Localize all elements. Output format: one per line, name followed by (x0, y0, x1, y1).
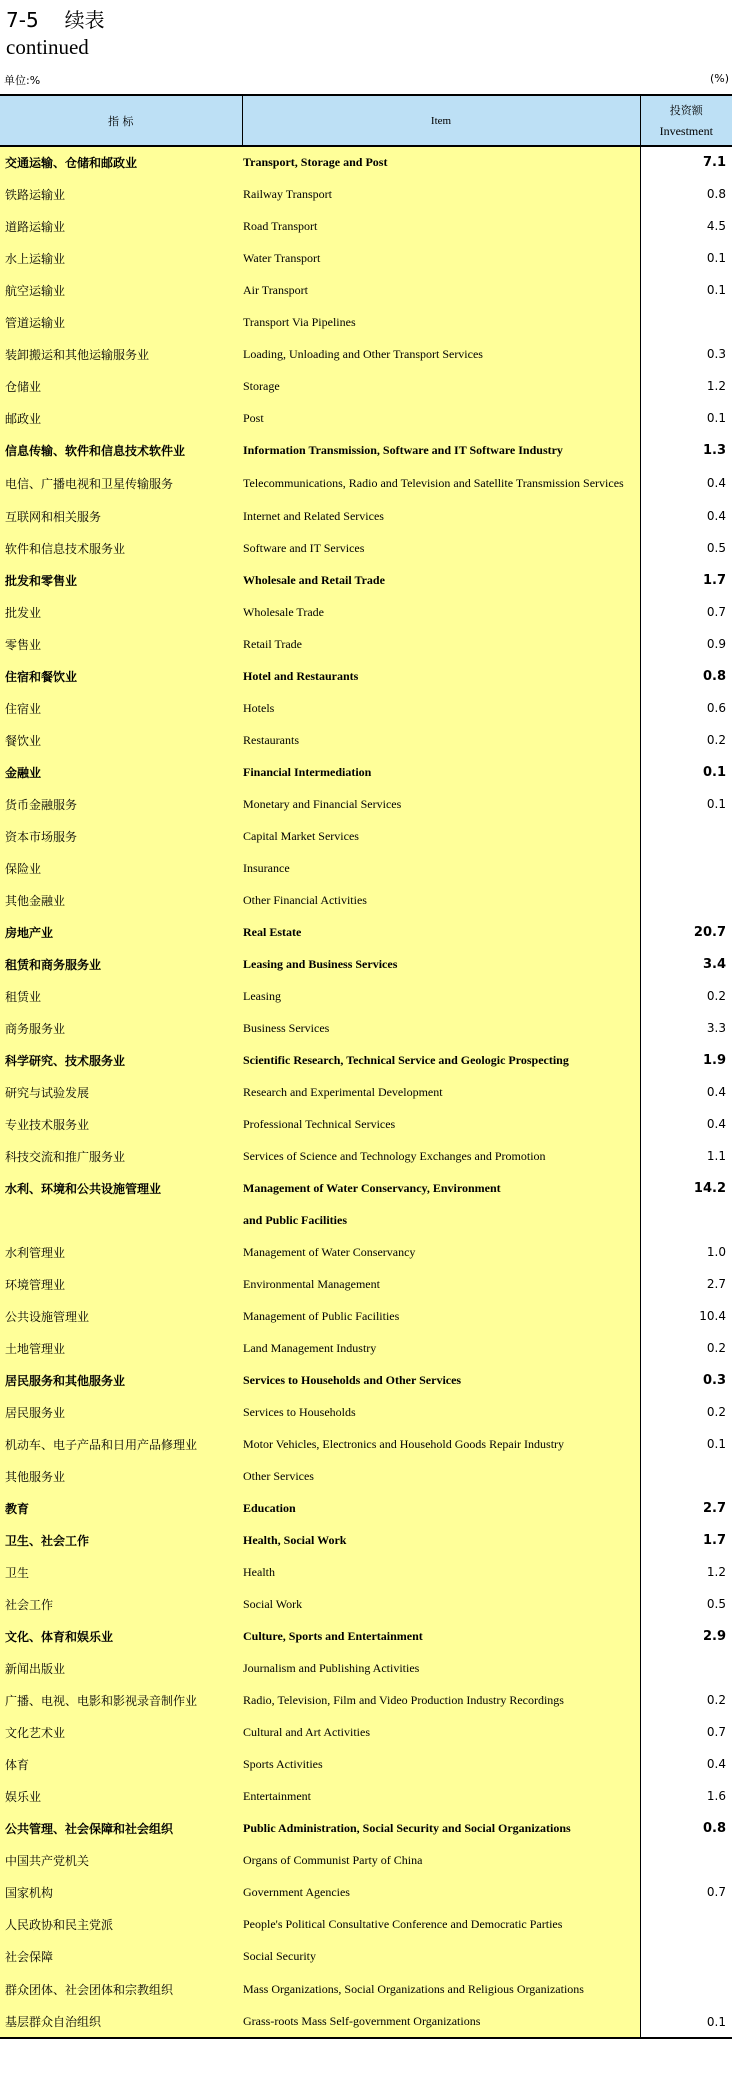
row-indicator-cn: 基层群众自治组织 (0, 2006, 242, 2038)
row-investment-value: 0.1 (640, 2006, 732, 2038)
row-investment-value: 0.1 (640, 788, 732, 820)
row-item-en: Sports Activities (242, 1748, 640, 1780)
row-indicator-cn: 居民服务业 (0, 1396, 242, 1428)
table-row (0, 1428, 732, 1460)
row-investment-value: 0.1 (640, 1428, 732, 1460)
row-item-en: Hotel and Restaurants (242, 660, 640, 692)
row-item-en: Services of Science and Technology Exchanges and Promotion (242, 1140, 640, 1172)
row-indicator-cn: 专业技术服务业 (0, 1108, 242, 1140)
row-investment-value: 2.9 (640, 1620, 732, 1652)
row-investment-value: 1.2 (640, 1556, 732, 1588)
row-item-en: Insurance (242, 852, 640, 884)
row-investment-value: 0.4 (640, 1748, 732, 1780)
row-investment-value: 3.3 (640, 1012, 732, 1044)
header-investment (640, 95, 732, 146)
table-row (0, 756, 732, 788)
row-indicator-cn: 文化、体育和娱乐业 (0, 1620, 242, 1652)
table-row (0, 1236, 732, 1268)
row-indicator-cn: 社会保障 (0, 1940, 242, 1972)
row-item-en: Real Estate (242, 916, 640, 948)
row-indicator-cn: 商务服务业 (0, 1012, 242, 1044)
table-row (0, 178, 732, 210)
row-item-en: Wholesale Trade (242, 596, 640, 628)
row-indicator-cn: 中国共产党机关 (0, 1844, 242, 1876)
row-investment-value (640, 1972, 732, 2006)
row-indicator-cn: 货币金融服务 (0, 788, 242, 820)
table-row (0, 1460, 732, 1492)
row-investment-value: 0.1 (640, 242, 732, 274)
table-row (0, 1396, 732, 1428)
row-investment-value: 0.7 (640, 1876, 732, 1908)
row-item-en: Post (242, 402, 640, 434)
row-item-en: Motor Vehicles, Electronics and Household Goods Repair Industry (242, 1428, 640, 1460)
table-row (0, 370, 732, 402)
row-investment-value (640, 1940, 732, 1972)
row-indicator-cn: 居民服务和其他服务业 (0, 1364, 242, 1396)
row-investment-value: 20.7 (640, 916, 732, 948)
table-row (0, 1140, 732, 1172)
table-row (0, 1588, 732, 1620)
table-row (0, 1268, 732, 1300)
row-item-en: Railway Transport (242, 178, 640, 210)
row-item-en: Road Transport (242, 210, 640, 242)
table-row (0, 1812, 732, 1844)
table-row (0, 434, 732, 466)
table-row (0, 146, 732, 178)
row-item-en: Grass-roots Mass Self-government Organizations (242, 2006, 640, 2038)
row-indicator-cn: 其他服务业 (0, 1460, 242, 1492)
row-investment-value (640, 852, 732, 884)
table-title (6, 4, 105, 33)
table-row (0, 1012, 732, 1044)
row-indicator-cn: 零售业 (0, 628, 242, 660)
row-indicator-cn: 水利管理业 (0, 1236, 242, 1268)
row-item-en: Financial Intermediation (242, 756, 640, 788)
table-row (0, 1204, 732, 1236)
row-item-en: Leasing and Business Services (242, 948, 640, 980)
row-indicator-cn: 其他金融业 (0, 884, 242, 916)
row-investment-value (640, 884, 732, 916)
table-row (0, 788, 732, 820)
row-item-en: Leasing (242, 980, 640, 1012)
row-item-en: Professional Technical Services (242, 1108, 640, 1140)
row-indicator-cn: 研究与试验发展 (0, 1076, 242, 1108)
row-investment-value: 0.3 (640, 338, 732, 370)
row-investment-value: 0.5 (640, 532, 732, 564)
row-investment-value: 0.1 (640, 756, 732, 788)
table-row (0, 724, 732, 756)
table-row (0, 466, 732, 500)
row-indicator-cn: 租赁业 (0, 980, 242, 1012)
row-item-en: Journalism and Publishing Activities (242, 1652, 640, 1684)
table-row (0, 1940, 732, 1972)
table-row (0, 660, 732, 692)
row-item-en: Restaurants (242, 724, 640, 756)
row-indicator-cn: 铁路运输业 (0, 178, 242, 210)
header-investment-cn: 投资额 (669, 103, 703, 117)
row-indicator-cn: 科学研究、技术服务业 (0, 1044, 242, 1076)
row-indicator-cn: 土地管理业 (0, 1332, 242, 1364)
row-investment-value: 10.4 (640, 1300, 732, 1332)
table-row (0, 1972, 732, 2006)
row-investment-value: 1.3 (640, 434, 732, 466)
table-row (0, 948, 732, 980)
row-item-en: Water Transport (242, 242, 640, 274)
row-item-en: Entertainment (242, 1780, 640, 1812)
row-indicator-cn: 环境管理业 (0, 1268, 242, 1300)
row-item-en: Storage (242, 370, 640, 402)
row-indicator-cn: 租赁和商务服务业 (0, 948, 242, 980)
table-row (0, 1172, 732, 1204)
row-investment-value: 2.7 (640, 1492, 732, 1524)
table-row (0, 1652, 732, 1684)
table-row (0, 274, 732, 306)
table-row (0, 1524, 732, 1556)
row-item-en: Environmental Management (242, 1268, 640, 1300)
row-item-en: Management of Public Facilities (242, 1300, 640, 1332)
row-investment-value (640, 1204, 732, 1236)
row-indicator-cn: 住宿和餐饮业 (0, 660, 242, 692)
row-investment-value: 0.4 (640, 1108, 732, 1140)
row-indicator-cn: 人民政协和民主党派 (0, 1908, 242, 1940)
row-indicator-cn: 软件和信息技术服务业 (0, 532, 242, 564)
row-investment-value: 0.9 (640, 628, 732, 660)
row-item-en: Public Administration, Social Security and Social Organizations (242, 1812, 640, 1844)
table-row (0, 884, 732, 916)
row-indicator-cn: 文化艺术业 (0, 1716, 242, 1748)
row-item-en: Education (242, 1492, 640, 1524)
row-item-en: Services to Households (242, 1396, 640, 1428)
table-row (0, 1364, 732, 1396)
row-investment-value: 0.1 (640, 274, 732, 306)
row-indicator-cn: 仓储业 (0, 370, 242, 402)
row-investment-value: 0.8 (640, 660, 732, 692)
row-investment-value: 1.9 (640, 1044, 732, 1076)
table-row (0, 1716, 732, 1748)
table-row (0, 628, 732, 660)
row-item-en: Loading, Unloading and Other Transport Services (242, 338, 640, 370)
table-row (0, 1684, 732, 1716)
row-indicator-cn: 公共设施管理业 (0, 1300, 242, 1332)
table-row (0, 852, 732, 884)
row-item-en: Land Management Industry (242, 1332, 640, 1364)
title-en: continued (6, 35, 89, 59)
row-item-en: Social Security (242, 1940, 640, 1972)
row-item-en: Other Financial Activities (242, 884, 640, 916)
investment-table (0, 94, 732, 2039)
table-row (0, 596, 732, 628)
row-indicator-cn: 国家机构 (0, 1876, 242, 1908)
row-indicator-cn: 教育 (0, 1492, 242, 1524)
row-item-en: Health, Social Work (242, 1524, 640, 1556)
row-item-en: Transport, Storage and Post (242, 146, 640, 178)
row-indicator-cn: 餐饮业 (0, 724, 242, 756)
row-indicator-cn: 科技交流和推广服务业 (0, 1140, 242, 1172)
row-indicator-cn: 卫生 (0, 1556, 242, 1588)
row-investment-value: 0.5 (640, 1588, 732, 1620)
row-item-en: Hotels (242, 692, 640, 724)
row-item-en: Culture, Sports and Entertainment (242, 1620, 640, 1652)
row-item-en: Transport Via Pipelines (242, 306, 640, 338)
row-item-en: Social Work (242, 1588, 640, 1620)
table-row (0, 1844, 732, 1876)
table-row (0, 980, 732, 1012)
row-indicator-cn: 装卸搬运和其他运输服务业 (0, 338, 242, 370)
table-row (0, 1908, 732, 1940)
row-indicator-cn: 航空运输业 (0, 274, 242, 306)
row-investment-value: 0.2 (640, 1684, 732, 1716)
row-investment-value (640, 820, 732, 852)
row-investment-value: 0.8 (640, 1812, 732, 1844)
row-item-en: and Public Facilities (242, 1204, 640, 1236)
row-investment-value: 0.6 (640, 692, 732, 724)
title-cn: 续表 (64, 8, 105, 32)
row-item-en: Cultural and Art Activities (242, 1716, 640, 1748)
row-item-en: Services to Households and Other Services (242, 1364, 640, 1396)
row-indicator-cn: 体育 (0, 1748, 242, 1780)
row-indicator-cn: 邮政业 (0, 402, 242, 434)
row-indicator-cn: 房地产业 (0, 916, 242, 948)
header-indicator: 指 标 (0, 95, 242, 146)
row-investment-value: 4.5 (640, 210, 732, 242)
table-row (0, 2006, 732, 2038)
row-item-en: Other Services (242, 1460, 640, 1492)
row-item-en: Business Services (242, 1012, 640, 1044)
row-item-en: Health (242, 1556, 640, 1588)
row-indicator-cn: 电信、广播电视和卫星传输服务 (0, 466, 242, 500)
row-investment-value (640, 306, 732, 338)
row-investment-value: 0.7 (640, 1716, 732, 1748)
row-investment-value (640, 1908, 732, 1940)
row-investment-value (640, 1844, 732, 1876)
table-row (0, 242, 732, 274)
header-investment-en: Investment (659, 123, 713, 138)
row-investment-value: 0.3 (640, 1364, 732, 1396)
table-row (0, 1556, 732, 1588)
table-row (0, 916, 732, 948)
row-indicator-cn: 新闻出版业 (0, 1652, 242, 1684)
table-row (0, 1876, 732, 1908)
unit-label: 单位:% (4, 74, 41, 87)
table-row (0, 820, 732, 852)
row-investment-value: 1.2 (640, 370, 732, 402)
row-indicator-cn: 水利、环境和公共设施管理业 (0, 1172, 242, 1204)
row-indicator-cn: 机动车、电子产品和日用产品修理业 (0, 1428, 242, 1460)
table-header-row (0, 95, 732, 146)
row-item-en: Retail Trade (242, 628, 640, 660)
row-indicator-cn: 公共管理、社会保障和社会组织 (0, 1812, 242, 1844)
table-row (0, 500, 732, 532)
table-row (0, 1044, 732, 1076)
unit-right: (%) (709, 72, 729, 85)
row-indicator-cn: 信息传输、软件和信息技术软件业 (0, 434, 242, 466)
row-indicator-cn: 社会工作 (0, 1588, 242, 1620)
row-investment-value: 0.4 (640, 466, 732, 500)
table-row (0, 692, 732, 724)
header-item: Item (242, 95, 640, 146)
row-investment-value: 0.8 (640, 178, 732, 210)
row-indicator-cn: 卫生、社会工作 (0, 1524, 242, 1556)
row-investment-value (640, 1460, 732, 1492)
row-investment-value: 1.6 (640, 1780, 732, 1812)
row-investment-value: 1.1 (640, 1140, 732, 1172)
row-item-en: Monetary and Financial Services (242, 788, 640, 820)
row-investment-value: 0.2 (640, 1396, 732, 1428)
table-row (0, 306, 732, 338)
row-item-en: Information Transmission, Software and IT Software Industry (242, 434, 640, 466)
row-indicator-cn: 广播、电视、电影和影视录音制作业 (0, 1684, 242, 1716)
row-indicator-cn: 互联网和相关服务 (0, 500, 242, 532)
row-investment-value: 0.7 (640, 596, 732, 628)
table-row (0, 532, 732, 564)
row-item-en: Management of Water Conservancy, Environment (242, 1172, 640, 1204)
row-investment-value: 1.0 (640, 1236, 732, 1268)
table-row (0, 564, 732, 596)
row-indicator-cn: 道路运输业 (0, 210, 242, 242)
row-item-en: Organs of Communist Party of China (242, 1844, 640, 1876)
table-row (0, 1332, 732, 1364)
row-item-en: Government Agencies (242, 1876, 640, 1908)
row-investment-value: 0.4 (640, 1076, 732, 1108)
row-indicator-cn: 保险业 (0, 852, 242, 884)
row-investment-value: 14.2 (640, 1172, 732, 1204)
table-row (0, 210, 732, 242)
row-item-en: Wholesale and Retail Trade (242, 564, 640, 596)
row-item-en: Research and Experimental Development (242, 1076, 640, 1108)
row-item-en: Capital Market Services (242, 820, 640, 852)
row-indicator-cn: 娱乐业 (0, 1780, 242, 1812)
table-row (0, 1492, 732, 1524)
row-item-en: Mass Organizations, Social Organizations and Religious Organizations (242, 1972, 640, 2006)
row-item-en: Radio, Television, Film and Video Production Industry Recordings (242, 1684, 640, 1716)
row-investment-value: 0.4 (640, 500, 732, 532)
row-investment-value: 0.2 (640, 980, 732, 1012)
row-item-en: People's Political Consultative Conference and Democratic Parties (242, 1908, 640, 1940)
row-investment-value: 0.1 (640, 402, 732, 434)
table-row (0, 338, 732, 370)
table-row (0, 1108, 732, 1140)
row-item-en: Scientific Research, Technical Service and Geologic Prospecting (242, 1044, 640, 1076)
table-row (0, 1780, 732, 1812)
table-row (0, 1748, 732, 1780)
table-row (0, 402, 732, 434)
row-item-en: Management of Water Conservancy (242, 1236, 640, 1268)
row-item-en: Telecommunications, Radio and Television and Satellite Transmission Services (242, 466, 640, 500)
row-indicator-cn: 交通运输、仓储和邮政业 (0, 146, 242, 178)
row-item-en: Internet and Related Services (242, 500, 640, 532)
row-investment-value: 1.7 (640, 564, 732, 596)
row-investment-value: 1.7 (640, 1524, 732, 1556)
row-indicator-cn: 群众团体、社会团体和宗教组织 (0, 1972, 242, 2006)
row-indicator-cn: 批发业 (0, 596, 242, 628)
row-indicator-cn (0, 1204, 242, 1236)
row-item-en: Software and IT Services (242, 532, 640, 564)
table-number: 7-5 (6, 8, 39, 32)
row-investment-value: 0.2 (640, 1332, 732, 1364)
table-row (0, 1300, 732, 1332)
row-indicator-cn: 批发和零售业 (0, 564, 242, 596)
row-investment-value (640, 1652, 732, 1684)
row-indicator-cn: 住宿业 (0, 692, 242, 724)
table-row (0, 1076, 732, 1108)
row-investment-value: 2.7 (640, 1268, 732, 1300)
row-investment-value: 0.2 (640, 724, 732, 756)
row-indicator-cn: 水上运输业 (0, 242, 242, 274)
table-row (0, 1620, 732, 1652)
row-item-en: Air Transport (242, 274, 640, 306)
row-indicator-cn: 管道运输业 (0, 306, 242, 338)
row-indicator-cn: 金融业 (0, 756, 242, 788)
row-investment-value: 3.4 (640, 948, 732, 980)
row-investment-value: 7.1 (640, 146, 732, 178)
row-indicator-cn: 资本市场服务 (0, 820, 242, 852)
